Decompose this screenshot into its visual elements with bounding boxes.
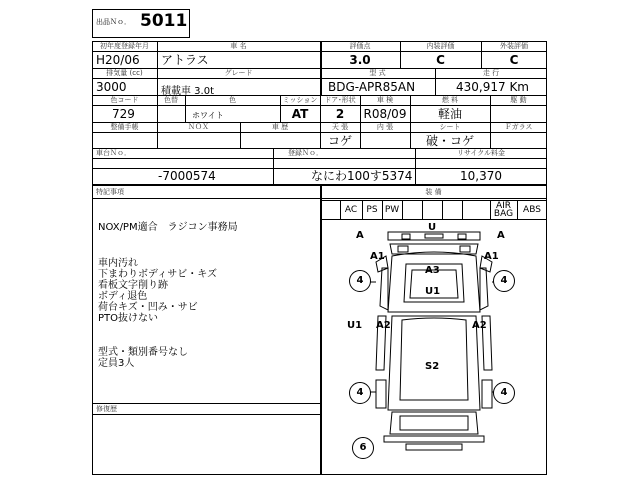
remarks-header: 特記事項 bbox=[96, 188, 124, 196]
doors-value: 2 bbox=[335, 107, 345, 121]
vehicle-diagram bbox=[320, 220, 547, 475]
remark-line: 看板文字削り跡 bbox=[98, 280, 168, 291]
color-code-header: 色コード bbox=[110, 96, 139, 104]
color-value: ホワイト bbox=[192, 111, 224, 120]
remark-line: PTO抜けない bbox=[98, 313, 159, 324]
tire-front-left: 4 bbox=[349, 270, 371, 292]
equipment-pw: PW bbox=[384, 205, 400, 215]
exterior-value: C bbox=[509, 53, 519, 67]
grade-header: グレード bbox=[224, 69, 253, 77]
registration-value: なにわ100す5374 bbox=[311, 169, 413, 183]
remark-line: 下まわりボディサビ・キズ bbox=[98, 269, 217, 280]
recycle-header: リサイクル料金 bbox=[456, 149, 506, 157]
car-name-header: 車 名 bbox=[230, 42, 247, 50]
exterior-header: 外装評価 bbox=[500, 42, 528, 50]
inspection-value: R08/09 bbox=[363, 107, 407, 121]
lot-label: 出品Ｎｏ． bbox=[96, 18, 131, 26]
interior-header: 内装評価 bbox=[426, 42, 455, 50]
damage-right-side: A2 bbox=[472, 320, 487, 331]
recycle-value: 10,370 bbox=[460, 169, 502, 183]
damage-left-mirror: A1 bbox=[370, 251, 385, 262]
mileage-header: 走 行 bbox=[482, 69, 500, 77]
damage-cab-mid: U1 bbox=[425, 286, 441, 297]
chassis-header: 車台Ｎｏ． bbox=[96, 149, 131, 157]
chassis-value: -7000574 bbox=[158, 169, 216, 183]
displacement-header: 排気量 (cc) bbox=[106, 69, 143, 77]
damage-left-side-outer: U1 bbox=[347, 320, 363, 331]
damage-cab-top: A3 bbox=[425, 265, 440, 276]
equipment-header: 装 備 bbox=[425, 188, 442, 196]
equipment-ac: AC bbox=[344, 205, 358, 215]
equipment-airbag: AIR BAG bbox=[493, 201, 514, 219]
displacement-value: 3000 bbox=[96, 80, 127, 94]
ceiling-value: コゲ bbox=[327, 134, 352, 148]
grade-value: 積載車 3.0t bbox=[161, 86, 215, 97]
fuel-header: 燃 料 bbox=[441, 96, 459, 104]
fuel-value: 軽油 bbox=[437, 107, 462, 121]
drive-header: 駆 動 bbox=[510, 96, 527, 104]
seat-header: シート bbox=[439, 123, 461, 131]
damage-front-center: U bbox=[428, 222, 437, 233]
year-value: H20/06 bbox=[96, 53, 140, 67]
registration-header: 登録Ｎｏ． bbox=[288, 149, 323, 157]
tire-rear-left: 4 bbox=[349, 382, 371, 404]
color-type-header: 色替 bbox=[164, 96, 178, 104]
color-code-value: 729 bbox=[112, 107, 135, 121]
inspection-header: 車 検 bbox=[376, 96, 394, 104]
ceiling-header: 天 張 bbox=[331, 123, 349, 131]
history-header: 車 歴 bbox=[271, 123, 289, 131]
remark-line: NOX/PM適合 ラジコン事務局 bbox=[98, 222, 238, 233]
manual-header: 整備手帳 bbox=[110, 123, 139, 131]
damage-right-mirror: A1 bbox=[484, 251, 499, 262]
spare-tire: 6 bbox=[352, 437, 374, 459]
model-header: 型 式 bbox=[369, 69, 386, 77]
equipment-abs: ABS bbox=[523, 205, 541, 215]
equipment-ps: PS bbox=[366, 205, 378, 215]
remark-line: 型式・類別番号なし bbox=[98, 347, 188, 358]
damage-left-side-inner: A2 bbox=[376, 320, 391, 331]
interior-value: C bbox=[436, 53, 445, 67]
year-header: 初年度登録年月 bbox=[100, 42, 149, 50]
tire-rear-right: 4 bbox=[493, 382, 515, 404]
color-header: 色 bbox=[229, 96, 236, 104]
tire-front-right: 4 bbox=[493, 270, 515, 292]
model-value: BDG-APR85AN bbox=[328, 80, 416, 94]
damage-front-left: A bbox=[356, 230, 364, 241]
mission-header: ミッション bbox=[282, 96, 318, 104]
nox-header: ＮＯＸ bbox=[188, 123, 209, 131]
damage-bed: S2 bbox=[425, 361, 440, 372]
lot-number: 5011 bbox=[140, 11, 188, 31]
doors-header: ドア･形状 bbox=[324, 96, 356, 104]
score-value: 3.0 bbox=[349, 53, 371, 67]
remark-line: 荷台キズ・凹み・サビ bbox=[98, 302, 198, 313]
damage-front-right: A bbox=[497, 230, 505, 241]
car-name-value: アトラス bbox=[161, 53, 209, 67]
score-header: 評価点 bbox=[349, 42, 371, 50]
glass-header: Ｆガラス bbox=[504, 123, 533, 131]
repair-header: 修復歴 bbox=[96, 405, 117, 413]
mileage-value: 430,917 Km bbox=[456, 80, 529, 94]
interior-trim-header: 内 張 bbox=[376, 123, 394, 131]
remark-line: 車内汚れ bbox=[98, 258, 138, 269]
mission-value: AT bbox=[291, 107, 309, 121]
remark-line: ボディ退色 bbox=[98, 291, 148, 302]
seat-value: 破・コゲ bbox=[425, 134, 474, 148]
remark-line: 定員3人 bbox=[98, 358, 135, 369]
